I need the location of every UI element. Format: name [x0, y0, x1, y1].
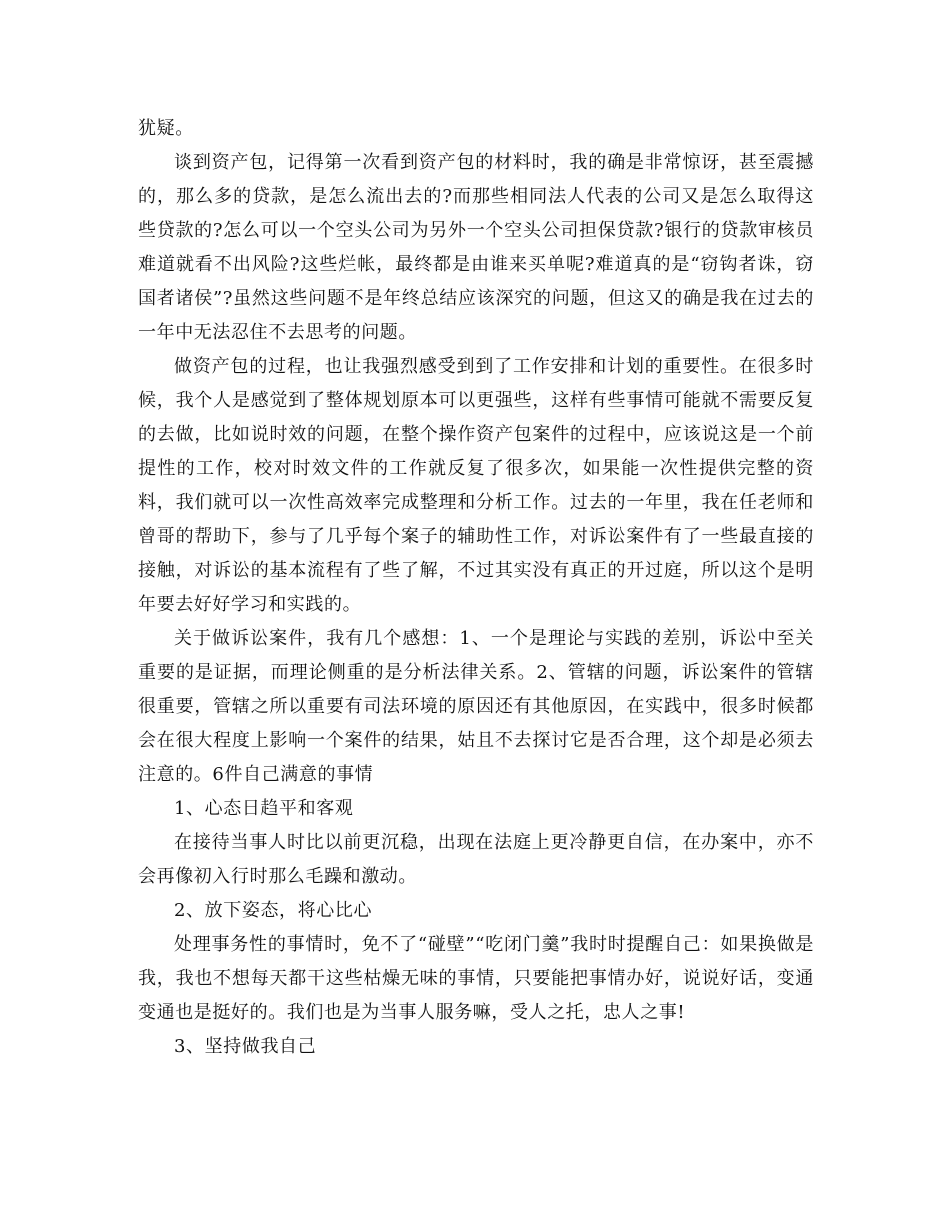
list-heading-1: 1、心态日趋平和客观: [174, 798, 354, 819]
paragraph-litigation-thoughts: 关于做诉讼案件，我有几个感想：1、一个是理论与实践的差别，诉讼中至关重要的是证据，而理论侧重的是分析法律关系。2、管辖的问题，诉讼案件的管辖很重要，管辖之所以重要有司法环境的原因还有其他原因，在实践中，很多时候都会在很大程度上影响一个案件的结果，姑且不去探讨它是否合理，这个却是必须去注意的。6件自己满意的事情: [138, 628, 814, 785]
paragraph-empathy: 处理事务性的事情时，免不了“碰壁”“吃闭门羹”我时时提醒自己：如果换做是我，我也不想每天都干这些枯燥无味的事情，只要能把事情办好，说说好话，变通变通也是挺好的。我们也是为当事人服务嘛，受人之托，忠人之事!: [138, 934, 814, 1023]
document-body: [138, 112, 814, 1064]
list-heading-2: 2、放下姿态，将心比心: [174, 900, 373, 921]
list-heading-3: 3、坚持做我自己: [174, 1036, 317, 1057]
paragraph-calm: 在接待当事人时比以前更沉稳，出现在法庭上更冷静更自信，在办案中，亦不会再像初入行时那么毛躁和激动。: [138, 832, 814, 887]
paragraph-asset-package: 谈到资产包，记得第一次看到资产包的材料时，我的确是非常惊讶，甚至震撼的，那么多的贷款，是怎么流出去的?而那些相同法人代表的公司又是怎么取得这些贷款的?怎么可以一个空头公司为另外一个空头公司担保贷款?银行的贷款审核员难道就看不出风险?这些烂帐，最终都是由谁来买单呢?难道真的是“窃钩者诛，窃国者诸侯”?虽然这些问题不是年终总结应该深究的问题，但这又的确是我在过去的一年中无法忍住不去思考的问题。: [138, 152, 814, 343]
paragraph-continuation: 犹疑。: [138, 118, 194, 139]
paragraph-planning: 做资产包的过程，也让我强烈感受到到了工作安排和计划的重要性。在很多时候，我个人是感觉到了整体规划原本可以更强些，这样有些事情可能就不需要反复的去做，比如说时效的问题，在整个操作资产包案件的过程中，应该说这是一个前提性的工作，校对时效文件的工作就反复了很多次，如果能一次性提供完整的资料，我们就可以一次性高效率完成整理和分析工作。过去的一年里，我在任老师和曾哥的帮助下，参与了几乎每个案子的辅助性工作，对诉讼案件有了一些最直接的接触，对诉讼的基本流程有了些了解，不过其实没有真正的开过庭，所以这个是明年要去好好学习和实践的。: [138, 356, 814, 615]
